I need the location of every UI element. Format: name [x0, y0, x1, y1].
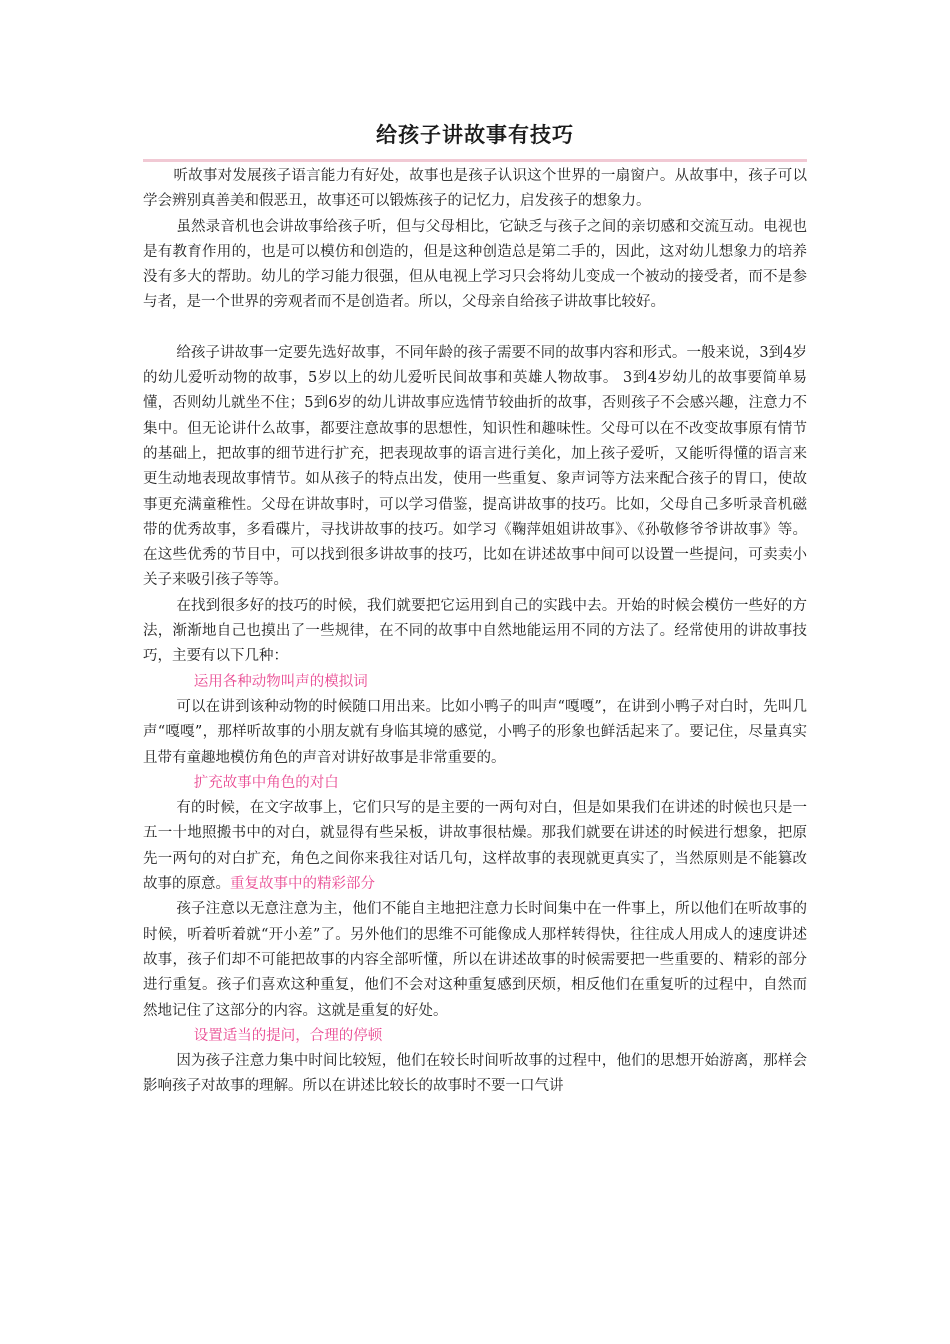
paragraph: 听故事对发展孩子语言能力有好处，故事也是孩子认识这个世界的一扇窗户。从故事中，孩子可以学会辨别真善美和假恶丑，故事还可以锻炼孩子的记忆力，启发孩子的想象力。 — [143, 168, 807, 210]
title-underline — [143, 159, 807, 162]
paragraph: 给孩子讲故事一定要先选好故事，不同年龄的孩子需要不同的故事内容和形式。一般来说，3到4岁的幼儿爱听动物的故事，5岁以上的幼儿爱听民间故事和英雄人物故事。 3到4岁幼儿的故事要简单易懂，否则幼儿就坐不住；5到6岁的幼儿讲故事应选情节较曲折的故事，否则孩子不会感兴趣，注意力不集中。但无论讲什么故事，都要注意故事的思想性，知识性和趣味性。父母可以在不改变故事原有情节的基础上，把故事的细节进行扩充，把表现故事的语言进行美化，加上孩子爱听，又能听得懂的语言来更生动地表现故事情节。如从孩子的特点出发，使用一些重复、象声词等方法来配合孩子的胃口，使故事更充满童稚性。父母在讲故事时，可以学习借鉴，提高讲故事的技巧。比如，父母自己多听录音机磁带的优秀故事，多看碟片，寻找讲故事的技巧。如学习《鞠萍姐姐讲故事》、《孙敬修爷爷讲故事》等。在这些优秀的节目中，可以找到很多讲故事的技巧，比如在讲述故事中间可以设置一些提问，可卖卖小关子来吸引孩子等等。 — [143, 344, 807, 589]
section-heading-inline: 重复故事中的精彩部分 — [230, 876, 375, 893]
document-title: 给孩子讲故事有技巧 — [376, 122, 574, 147]
paragraph: 虽然录音机也会讲故事给孩子听，但与父母相比，它缺乏与孩子之间的亲切感和交流互动。电视也是有教育作用的，也是可以模仿和创造的，但是这种创造总是第二手的，因此，这对幼儿想象力的培养没有多大的帮助。幼儿的学习能力很强，但从电视上学习只会将幼儿变成一个被动的接受者，而不是参与者，是一个世界的旁观者而不是创造者。所以，父母亲自给孩子讲故事比较好。 — [143, 218, 807, 311]
paragraph-text: 有的时候，在文字故事上，它们只写的是主要的一两句对白，但是如果我们在讲述的时候也只是一五一十地照搬书中的对白，就显得有些呆板，讲故事很枯燥。那我们就要在讲述的时候进行想象，把原先一两句的对白扩充，角色之间你来我往对话几句，这样故事的表现就更真实了，当然原则是不能篡改故事的原意。 — [143, 800, 807, 893]
paragraph: 在找到很多好的技巧的时候，我们就要把它运用到自己的实践中去。开始的时候会模仿一些好的方法，渐渐地自己也摸出了一些规律，在不同的故事中自然地能运用不同的方法了。经常使用的讲故事技巧，主要有以下几种： — [143, 597, 807, 665]
paragraph: 孩子注意以无意注意为主，他们不能自主地把注意力长时间集中在一件事上，所以他们在听故事的时候，听着听着就“开小差”了。另外他们的思维不可能像成人那样转得快，往往成人用成人的速度讲述故事，孩子们却不可能把故事的内容全部听懂，所以在讲述故事的时候需要把一些重要的、精彩的部分进行重复。孩子们喜欢这种重复，他们不会对这种重复感到厌烦，相反他们在重复听的过程中，自然而然地记住了这部分的内容。这就是重复的好处。 — [143, 901, 807, 1019]
document-body — [143, 164, 807, 1100]
section-heading: 运用各种动物叫声的模拟词 — [193, 673, 368, 690]
section-heading: 设置适当的提问，合理的停顿 — [193, 1027, 383, 1044]
section-heading: 扩充故事中角色的对白 — [193, 774, 339, 791]
paragraph — [143, 796, 807, 897]
paragraph: 可以在讲到该种动物的时候随口用出来。比如小鸭子的叫声“嘎嘎”，在讲到小鸭子对白时，先叫几声“嘎嘎”，那样听故事的小朋友就有身临其境的感觉，小鸭子的形象也鲜活起来了。要记住，尽量真实且带有童趣地模仿角色的声音对讲好故事是非常重要的。 — [143, 698, 807, 766]
paragraph: 因为孩子注意力集中时间比较短，他们在较长时间听故事的过程中，他们的思想开始游离，那样会影响孩子对故事的理解。所以在讲述比较长的故事时不要一口气讲 — [143, 1053, 807, 1095]
